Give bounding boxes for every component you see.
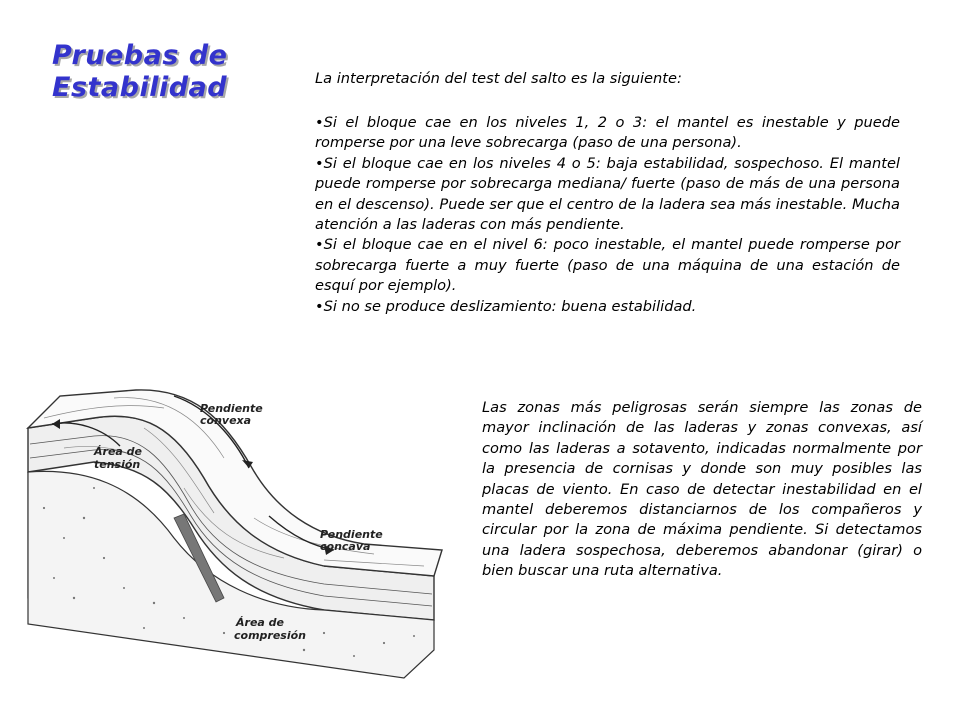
compression-label-line2: compresión [234, 629, 307, 642]
rule-item: • Si el bloque cae en los niveles 4 o 5: baja estabilidad, sospechoso. El mantel puede romperse por sobrecarga mediana/ fuerte (paso de más de una persona en el descenso). Puede ser que el centro de la ladera sea más inestable. Mucha atención a las laderas con más pendiente. [315, 154, 900, 236]
intro-text: La interpretación del test del salto es la siguiente: [315, 70, 682, 87]
compression-label-line1: Área de [236, 616, 284, 629]
convex-label-line1: Pendiente [200, 402, 263, 415]
rule-item: • Si el bloque cae en el nivel 6: poco inestable, el mantel puede romperse por sobrecarga fuerte a muy fuerte (paso de una máquina de una estación de esquí por ejemplo). [315, 235, 900, 296]
tension-label-line2: tensión [94, 458, 141, 471]
slope-diagram [24, 388, 444, 688]
concave-label-line2: concava [320, 540, 371, 553]
page-title: Pruebas de Estabilidad [52, 40, 228, 103]
concave-label-line1: Pendiente [320, 528, 383, 541]
rule-item: • Si no se produce deslizamiento: buena estabilidad. [315, 297, 900, 317]
danger-zones-paragraph: Las zonas más peligrosas serán siempre las zonas de mayor inclinación de las laderas y zonas convexas, así como las laderas a sotavento, indicadas normalmente por la presencia de cornisas y donde son muy posibles las placas de viento. En caso de detectar inestabilidad en el mantel deberemos distanciarnos de los compañeros y circular por la zona de máxima pendiente. Si detectamos una ladera sospechosa, deberemos abandonar (girar) o bien buscar una ruta alternativa. [482, 399, 922, 580]
rule-item: • Si el bloque cae en los niveles 1, 2 o 3: el mantel es inestable y puede romperse por una leve sobrecarga (paso de una persona). [315, 113, 900, 154]
stability-rules-list [315, 113, 900, 317]
tension-label-line1: Área de [94, 445, 142, 458]
convex-label-line2: convexa [200, 414, 252, 427]
